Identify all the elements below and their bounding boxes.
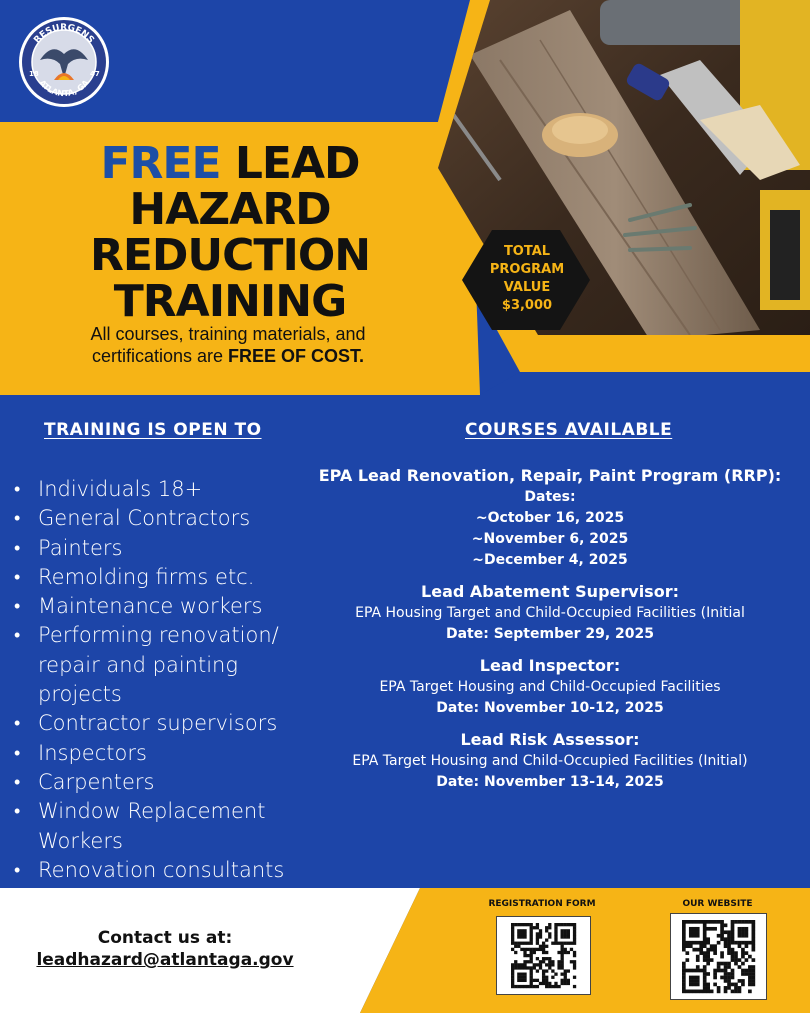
page-title-line2: HAZARD xyxy=(129,184,331,235)
risk-assessor-title: Lead Risk Assessor: xyxy=(460,730,640,749)
courses-heading: COURSES AVAILABLE xyxy=(465,420,673,440)
contact-email-link[interactable]: leadhazard@atlantaga.gov xyxy=(36,950,294,970)
list-item: • Contractor supervisors xyxy=(18,709,318,738)
courses-list xyxy=(300,465,800,793)
risk-assessor-desc: EPA Target Housing and Child-Occupied Facilities (Initial) xyxy=(352,753,748,769)
inspector-date: Date: November 10-12, 2025 xyxy=(436,700,664,716)
free-word: FREE xyxy=(100,138,221,189)
list-item: • Window Replacement Workers xyxy=(18,797,298,856)
qr-code-icon xyxy=(497,917,590,994)
risk-assessor-date: Date: November 13-14, 2025 xyxy=(436,774,664,790)
list-item: • Renovation consultants xyxy=(18,856,318,885)
page-title-line1 xyxy=(0,140,460,188)
open-to-list xyxy=(18,475,318,885)
rrp-title: EPA Lead Renovation, Repair, Paint Program (RRP): xyxy=(318,466,782,485)
website-qr-label: OUR WEBSITE xyxy=(682,899,753,909)
rrp-date: ~October 16, 2025 xyxy=(475,510,625,526)
contact-label: Contact us at: xyxy=(97,928,233,948)
inspector-title: Lead Inspector: xyxy=(479,656,621,675)
free-of-cost: FREE OF COST. xyxy=(228,346,365,366)
list-item: • Individuals 18+ xyxy=(18,475,318,504)
registration-qr-code[interactable] xyxy=(496,916,591,995)
atlanta-seal-icon xyxy=(18,16,110,108)
rrp-date: ~November 6, 2025 xyxy=(471,531,629,547)
list-item: • Painters xyxy=(18,534,318,563)
website-qr-code[interactable] xyxy=(670,913,767,1000)
svg-text:18: 18 xyxy=(29,70,39,78)
title-lead-word: LEAD xyxy=(220,138,360,189)
svg-text:47: 47 xyxy=(90,70,100,78)
list-item: • Inspectors xyxy=(18,739,318,768)
svg-text:RESURGENS: RESURGENS xyxy=(32,22,96,46)
svg-text:ATLANTA, GA: ATLANTA, GA xyxy=(37,78,91,99)
subtitle-line2: certifications are FREE OF COST. xyxy=(91,346,365,366)
page-title-line3: REDUCTION xyxy=(89,230,371,281)
rrp-dates-label: Dates: xyxy=(524,489,576,505)
list-item: • Maintenance workers xyxy=(18,592,318,621)
inspector-desc: EPA Target Housing and Child-Occupied Facilities xyxy=(379,679,721,695)
list-item: • Remolding firms etc. xyxy=(18,563,318,592)
page-title-line4: TRAINING xyxy=(113,276,347,327)
program-value-badge: TOTAL PROGRAM VALUE $3,000 xyxy=(489,244,565,313)
open-to-heading: TRAINING IS OPEN TO xyxy=(44,420,262,440)
abatement-date: Date: September 29, 2025 xyxy=(445,626,655,642)
list-item: • General Contractors xyxy=(18,504,318,533)
abatement-desc: EPA Housing Target and Child-Occupied Facilities (Initial xyxy=(355,605,745,621)
list-item: • Performing renovation/ repair and painting projects xyxy=(18,621,293,709)
subtitle-line1: All courses, training materials, and xyxy=(90,324,366,344)
list-item: • Carpenters xyxy=(18,768,318,797)
abatement-title: Lead Abatement Supervisor: xyxy=(421,582,679,601)
registration-qr-label: REGISTRATION FORM xyxy=(488,899,596,909)
rrp-date: ~December 4, 2025 xyxy=(472,552,628,568)
qr-code-icon xyxy=(671,914,766,999)
